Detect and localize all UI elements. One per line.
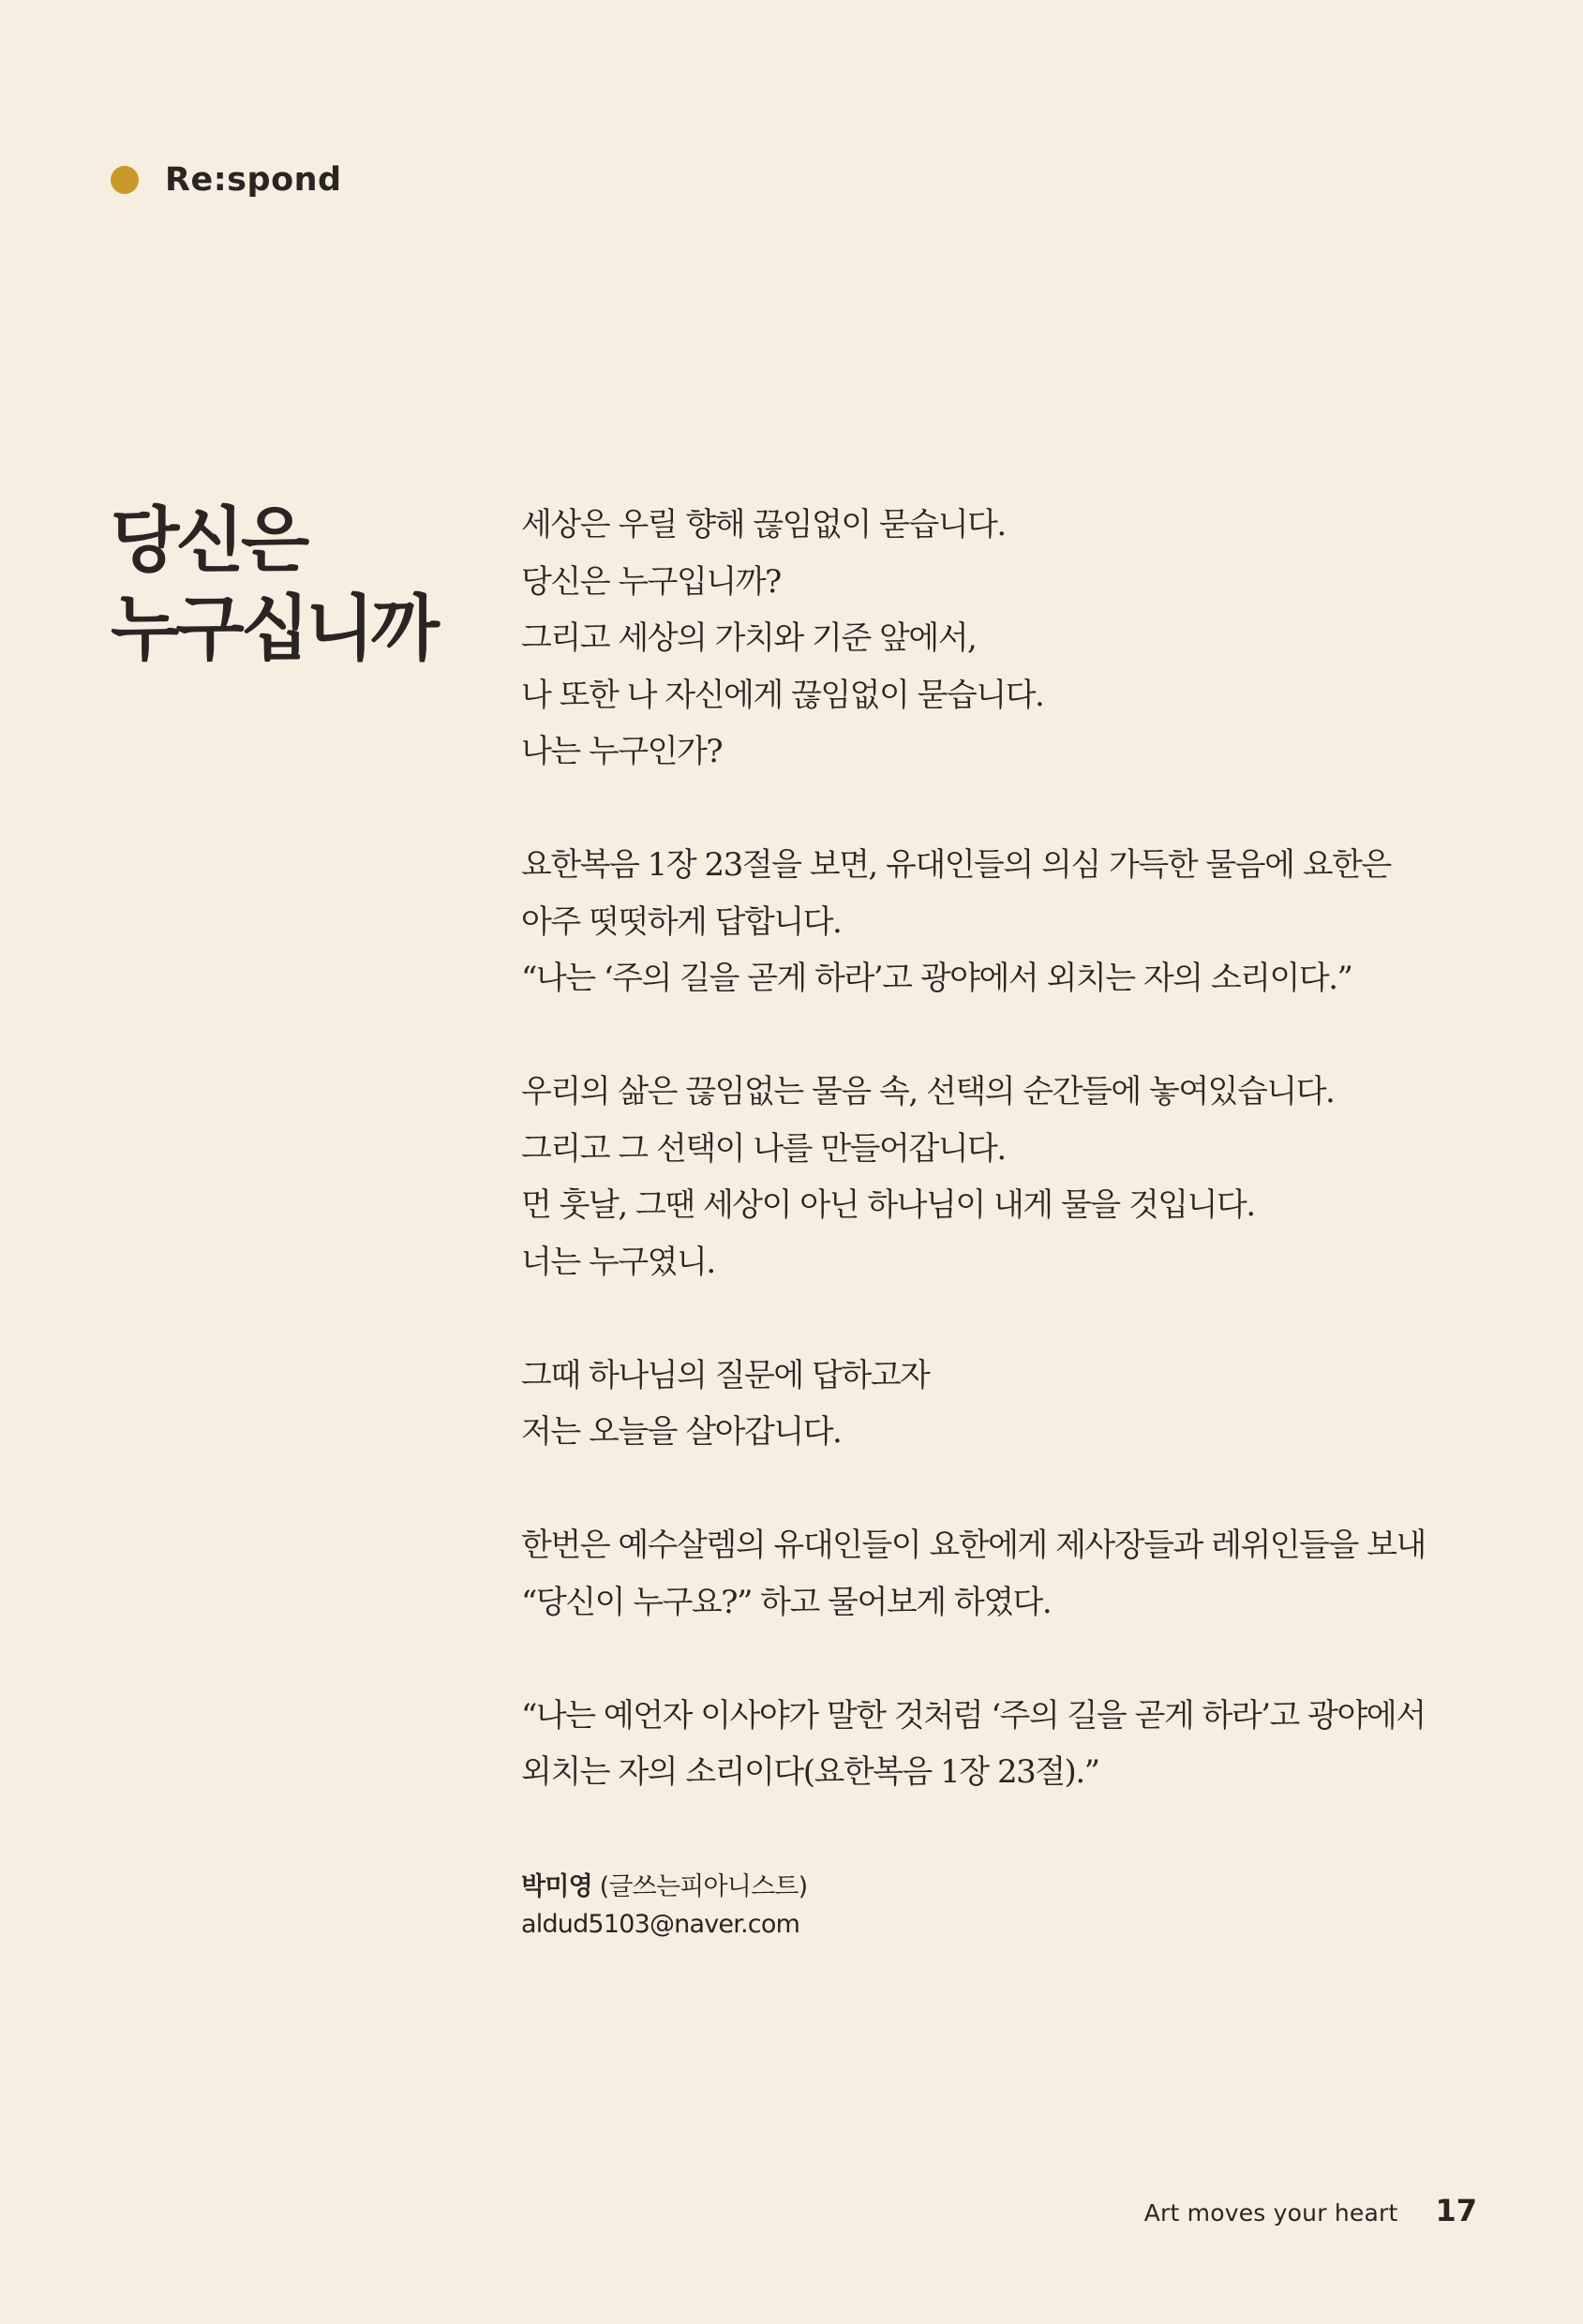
section-dot-icon bbox=[111, 166, 139, 194]
article-paragraph bbox=[521, 837, 1468, 1007]
author-name: 박미영 bbox=[521, 1872, 592, 1901]
article-body bbox=[521, 497, 1468, 1857]
article-paragraph bbox=[521, 497, 1468, 781]
page-number: 17 bbox=[1435, 2193, 1477, 2228]
body-line: 나는 누구인가? bbox=[521, 733, 723, 770]
body-line: “당신이 누구요?” 하고 물어보게 하였다. bbox=[521, 1583, 1052, 1621]
body-line: 당신은 누구입니까? bbox=[521, 562, 781, 601]
body-line: 그리고 세상의 가치와 기준 앞에서, bbox=[521, 619, 977, 657]
body-line: “나는 예언자 이사야가 말한 것처럼 ‘주의 길을 곧게 하라’고 광야에서 bbox=[521, 1696, 1426, 1735]
body-line: 그때 하나님의 질문에 답하고자 bbox=[521, 1356, 930, 1394]
body-line: 외치는 자의 소리이다(요한복음 1장 23절).” bbox=[521, 1753, 1099, 1791]
article-title-line: 당신은 bbox=[111, 499, 306, 582]
article-title-line: 누구십니까 bbox=[111, 587, 437, 670]
body-line: 우리의 삶은 끊임없는 물음 속, 선택의 순간들에 놓여있습니다. bbox=[521, 1073, 1335, 1110]
body-line: 한번은 예수살렘의 유대인들이 요한에게 제사장들과 레위인들을 보내 bbox=[521, 1527, 1426, 1564]
body-line: 세상은 우릴 향해 끊임없이 묻습니다. bbox=[521, 506, 1006, 544]
body-line: 그리고 그 선택이 나를 만들어갑니다. bbox=[521, 1129, 1006, 1168]
body-line: 너는 누구였니. bbox=[521, 1243, 715, 1281]
article-paragraph bbox=[521, 1517, 1468, 1631]
body-line: 요한복음 1장 23절을 보면, 유대인들의 의심 가득한 물음에 요한은 bbox=[521, 846, 1391, 884]
footer-tagline: Art moves your heart bbox=[1143, 2199, 1398, 2227]
page-footer bbox=[1125, 2193, 1477, 2228]
article-paragraph bbox=[521, 1688, 1468, 1801]
article-title bbox=[111, 497, 436, 673]
article-paragraph bbox=[521, 1064, 1468, 1290]
article-paragraph bbox=[521, 1348, 1468, 1461]
body-line: “나는 ‘주의 길을 곧게 하라’고 광야에서 외치는 자의 소리이다.” bbox=[521, 960, 1352, 997]
section-tag bbox=[111, 161, 342, 199]
author-role: (글쓰는피아니스트) bbox=[599, 1872, 808, 1901]
author-info bbox=[521, 1869, 807, 1944]
body-line: 먼 훗날, 그땐 세상이 아닌 하나님이 내게 물을 것입니다. bbox=[521, 1186, 1255, 1224]
section-label: Re:spond bbox=[165, 161, 342, 199]
author-email: aldud5103@naver.com bbox=[521, 1910, 800, 1939]
body-line: 나 또한 나 자신에게 끊임없이 묻습니다. bbox=[521, 676, 1044, 714]
body-line: 아주 떳떳하게 답합니다. bbox=[521, 902, 842, 941]
body-line: 저는 오늘을 살아갑니다. bbox=[521, 1413, 842, 1451]
